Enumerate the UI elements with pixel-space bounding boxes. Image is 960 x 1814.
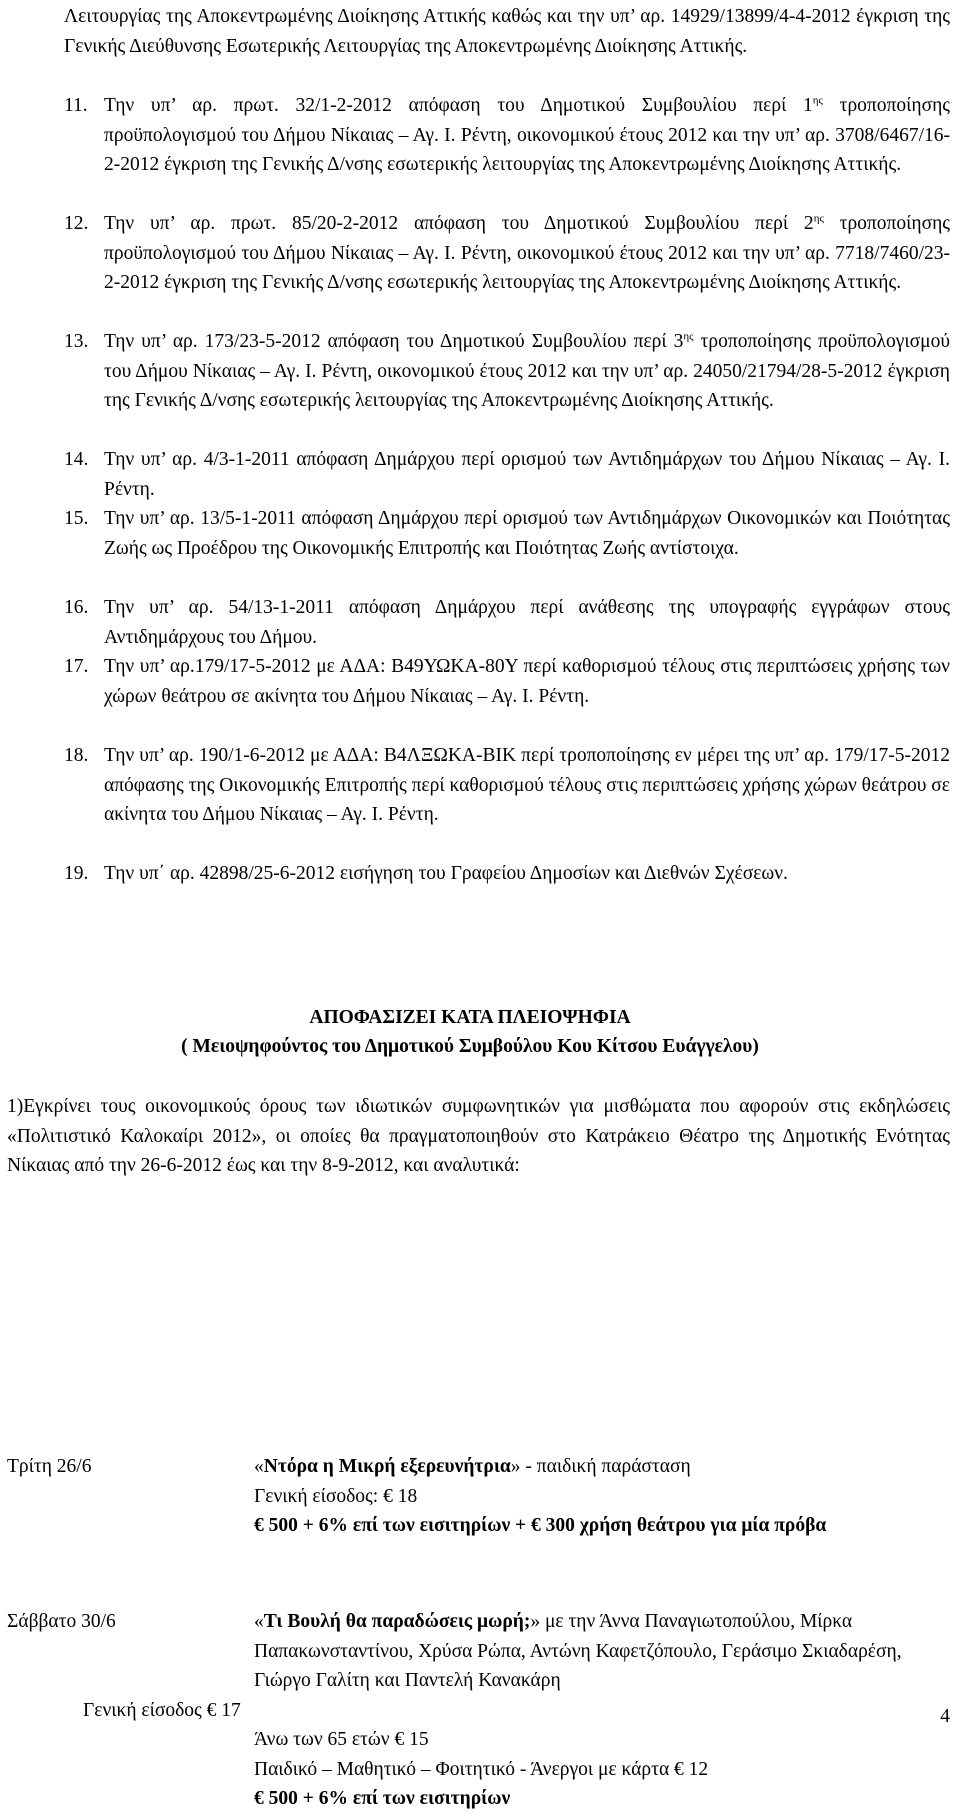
item-text: [104, 327, 950, 416]
intro-line-3: Λειτουργίας της Αποκεντρωμένης Διοίκησης Αττικής.: [323, 35, 748, 57]
item-text-rest: τροποποίησης προϋπολογισμού του Δήμου Νίκαιας – Αγ. Ι. Ρέντη, οικονομικού έτους 2012 και την υπ’ αρ. 3708/6467/16-2-2012 έγκριση της Γενικής Δ/νσης εσωτερικής λειτουργίας της Αποκεντρωμένης Διοίκησης Αττικής.: [104, 95, 950, 175]
event-date: Σάββατο 30/6: [7, 1611, 116, 1632]
list-item-16: [64, 593, 950, 652]
page-number: 4: [940, 1706, 950, 1727]
intro-line-2: 14929/13899/4-4-2012 έγκριση της Γενικής Διεύθυνσης Εσωτερικής: [64, 6, 950, 57]
event-admission: Γενική είσοδος: € 18: [254, 1485, 418, 1507]
event-title: Ντόρα η Μικρή εξερευνήτρια: [263, 1456, 511, 1477]
event-fee: € 500 + 6% επί των εισιτηρίων + € 300 χρήση θεάτρου για μία πρόβα: [254, 1515, 827, 1536]
item-text: Την υπ’ αρ. 13/5-1-2011 απόφαση Δημάρχου περί ορισμού των Αντιδημάρχων Οικονομικών και Ποιότητας Ζωής ως Προέδρου της Οικονομικής Επιτροπής και Ποιότητας Ζωής αντίστοιχα.: [104, 508, 950, 559]
item-text-main: Την υπ’ αρ. πρωτ. 32/1-2-2012 απόφαση του Δημοτικού Συμβουλίου περί 1: [104, 95, 813, 116]
item-ordinal-suffix: ης: [812, 94, 823, 107]
item-number: 17.: [64, 656, 89, 677]
item-number: 16.: [64, 597, 89, 618]
event-over65-price: Άνω των 65 ετών € 15: [254, 1729, 429, 1750]
item-number: 19.: [64, 863, 89, 884]
item-text-main: Την υπ’ αρ. 173/23-5-2012 απόφαση του Δημοτικού Συμβουλίου περί 3: [104, 331, 684, 352]
item-text: Την υπ’ αρ. 54/13-1-2011 απόφαση Δημάρχου περί ανάθεσης της υπογραφής εγγράφων στους Αντιδημάρχους του Δήμου.: [104, 597, 950, 648]
event-prices: [254, 1725, 944, 1814]
item-number: 13.: [64, 331, 89, 352]
event-title-suffix: » - παιδική παράσταση: [510, 1456, 691, 1477]
decision-title: ΑΠΟΦΑΣΙΖΕΙ ΚΑΤΑ ΠΛΕΙΟΨΗΦΙΑ: [309, 1007, 631, 1028]
list-item-19: [64, 859, 950, 889]
event-reduced-price: Παιδικό – Μαθητικό – Φοιτητικό - Άνεργοι με κάρτα € 12: [254, 1758, 709, 1780]
item-text: Την υπ΄ αρ. 42898/25-6-2012 εισήγηση του Γραφείου Δημοσίων και Διεθνών Σχέσεων.: [104, 863, 788, 884]
intro-paragraph: [64, 2, 950, 61]
item-text-rest: τροποποίησης προϋπολογισμού του Δήμου Νίκαιας – Αγ. Ι. Ρέντη, οικονομικού έτους 2012 και την υπ’ αρ. 24050/21794/28-5-2012 έγκριση της Γενικής Δ/νσης εσωτερικής λειτουργίας της Αποκεντρωμένης Διοίκησης Αττικής.: [104, 331, 950, 411]
item-number: 18.: [64, 745, 89, 766]
event-date: Τρίτη 26/6: [7, 1456, 92, 1477]
quote-open: «: [254, 1456, 264, 1477]
item-ordinal-suffix: ης: [683, 330, 694, 343]
list-item-15: [64, 504, 950, 563]
event-title-line: [254, 1607, 944, 1696]
list-item-12: [64, 209, 950, 298]
event-fee: € 500 + 6% επί των εισιτηρίων: [254, 1788, 511, 1809]
list-item-13: [64, 327, 950, 416]
item-ordinal-suffix: ης: [813, 212, 824, 225]
item-number: 12.: [64, 213, 89, 234]
item-text: Την υπ’ αρ.179/17-5-2012 με ΑΔΑ: Β49ΥΩΚΑ-80Υ περί καθορισμού τέλους στις περιπτώσεις χρήσης των χώρων θεάτρου σε ακίνητα του Δήμου Νίκαιας – Αγ. Ι. Ρέντη.: [104, 656, 950, 707]
item-number: 11.: [64, 95, 88, 116]
event-general-admission: Γενική είσοδος € 17: [83, 1700, 241, 1721]
list-item-17: [64, 652, 950, 711]
item-text: [104, 91, 950, 180]
item-number: 14.: [64, 449, 89, 470]
item-number: 15.: [64, 508, 89, 529]
intro-line-1: Λειτουργίας της Αποκεντρωμένης Διοίκησης Αττικής καθώς και την υπ’ αρ.: [64, 6, 666, 27]
event-details: [254, 1452, 944, 1541]
list-item-14: [64, 445, 950, 504]
item-text: Την υπ’ αρ. 4/3-1-2011 απόφαση Δημάρχου περί ορισμού των Αντιδημάρχων του Δήμου Νίκαιας – Αγ. Ι. Ρέντη.: [104, 449, 950, 500]
event-details: [254, 1607, 944, 1696]
item-text: [104, 209, 950, 298]
event-title: Τι Βουλή θα παραδώσεις μωρή;: [263, 1611, 531, 1632]
event-title-suffix: » με την Άννα Παναγιωτοπούλου, Μίρκα Παπακωνσταντίνου, Χρύσα Ρώπα, Αντώνη Καφετζόπουλο, Γεράσιμο Σκιαδαρέση, Γιώργο Γαλίτη και Παντελή Κανακάρη: [254, 1611, 902, 1691]
decision-subtitle: ( Μειοψηφούντος του Δημοτικού Συμβούλου Κου Κίτσου Ευάγγελου): [181, 1036, 759, 1057]
item-text: Την υπ’ αρ. 190/1-6-2012 με ΑΔΑ: Β4ΛΞΩΚΑ-ΒΙΚ περί τροποποίησης εν μέρει της υπ’ αρ. 179/17-5-2012 απόφασης της Οικονομικής Επιτροπής περί καθορισμού τέλους στις περιπτώσεις χρήσης χώρων θεάτρου σε ακίνητα του Δήμου Νίκαιας – Αγ. Ι. Ρέντη.: [104, 745, 950, 825]
event-title-line: [254, 1452, 944, 1482]
item-text-main: Την υπ’ αρ. πρωτ. 85/20-2-2012 απόφαση του Δημοτικού Συμβουλίου περί 2: [104, 213, 814, 234]
quote-open: «: [254, 1611, 264, 1632]
decision-paragraph: 1)Εγκρίνει τους οικονομικούς όρους των ιδιωτικών συμφωνητικών για μισθώματα που αφορούν στις εκδηλώσεις «Πολιτιστικό Καλοκαίρι 2012», οι οποίες θα πραγματοποιηθούν στο Κατράκειο Θέατρο της Δημοτικής Ενότητας Νίκαιας από την 26-6-2012 έως και την 8-9-2012, και αναλυτικά:: [7, 1096, 950, 1176]
list-item-11: [64, 91, 950, 180]
item-text-rest: τροποποίησης προϋπολογισμού του Δήμου Νίκαιας – Αγ. Ι. Ρέντη, οικονομικού έτους 2012 και την υπ’ αρ. 7718/7460/23-2-2012 έγκριση της Γενικής Δ/νσης εσωτερικής λειτουργίας της Αποκεντρωμένης Διοίκησης Αττικής.: [104, 213, 950, 293]
list-item-18: [64, 741, 950, 830]
